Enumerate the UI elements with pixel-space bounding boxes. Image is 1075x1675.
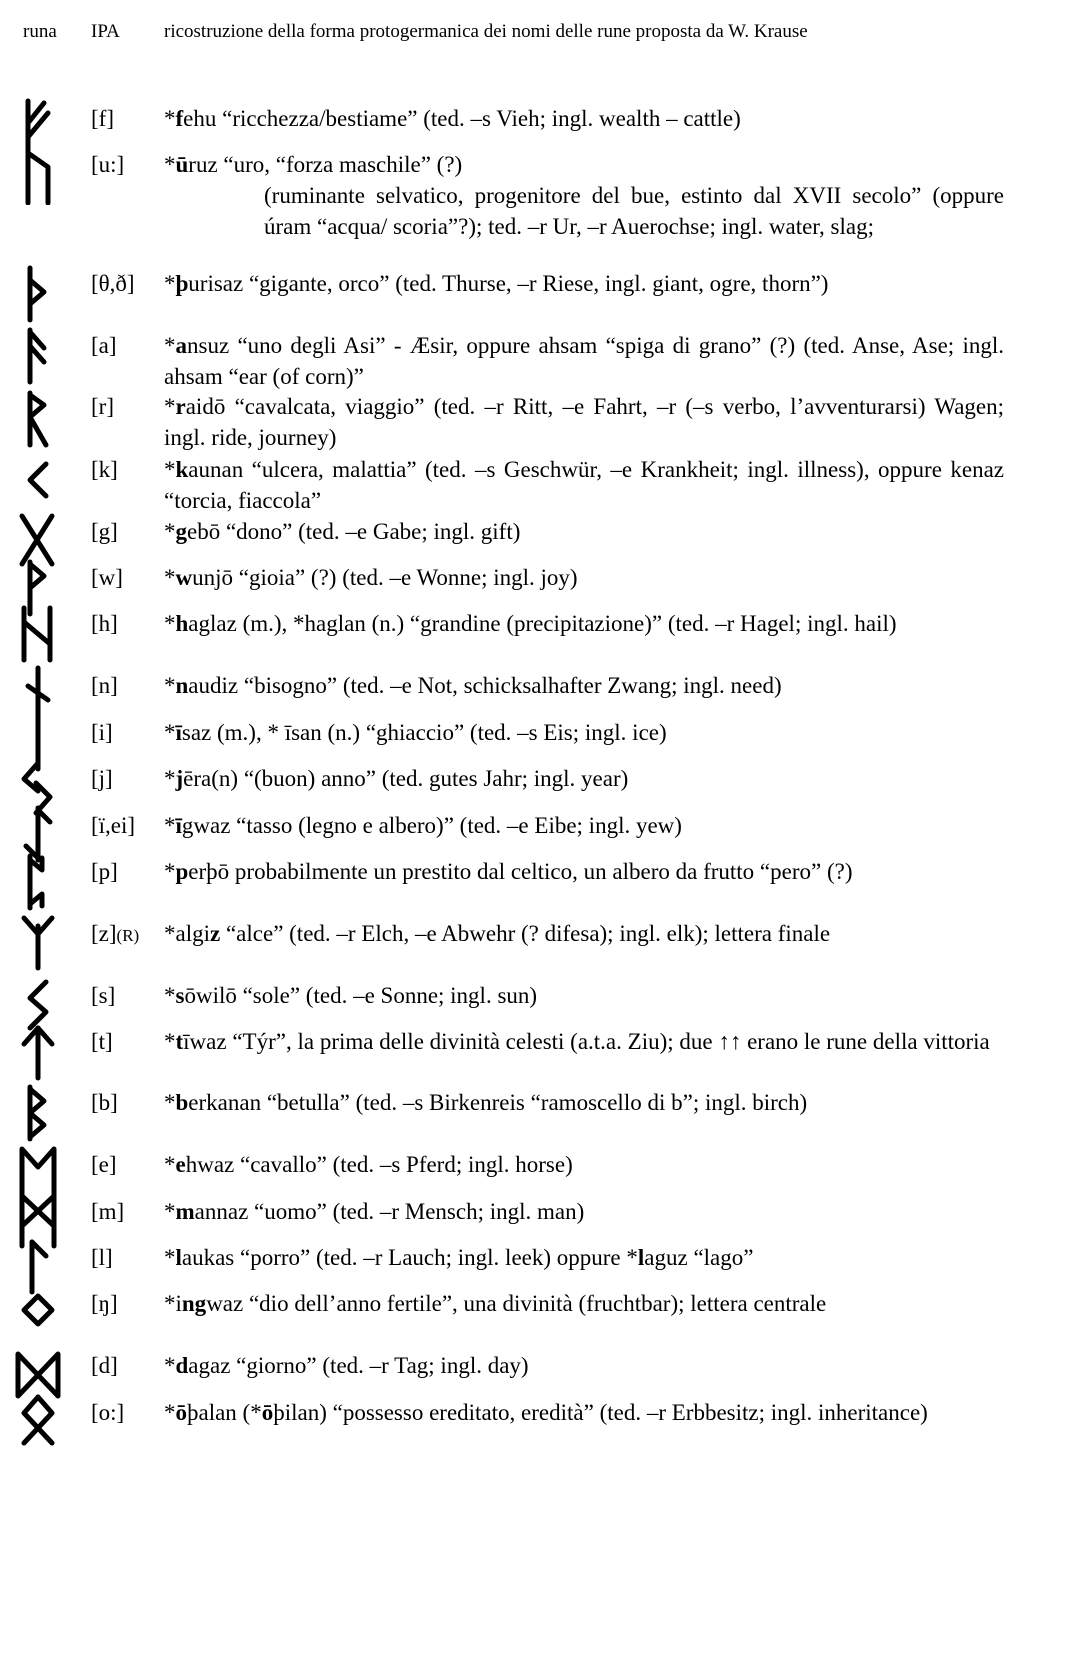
perthro-rune-icon	[8, 852, 68, 912]
kaunan-rune-icon	[8, 450, 68, 510]
rune-description: *ansuz “uno degli Asi” - Æsir, oppure ahsam “spiga di grano” (?) (ted. Anse, Ase; ingl. ahsam “ear (of corn)”	[164, 333, 1004, 389]
rune-ipa: [m]	[91, 1199, 125, 1224]
rune-ipa: [g]	[91, 519, 118, 544]
othala-rune-icon	[8, 1391, 68, 1451]
rune-description: *perþō probabilmente un prestito dal celtico, un albero da frutto “pero” (?)	[164, 859, 853, 884]
rune-description: *ōþalan (*ōþilan) “possesso ereditato, eredità” (ted. –r Erbbesitz; ingl. inheritance)	[164, 1400, 928, 1425]
rune-description: *wunjō “gioia” (?) (ted. –e Wonne; ingl. joy)	[164, 565, 578, 590]
rune-ipa: [p]	[91, 859, 118, 884]
haglaz-rune-icon	[8, 604, 68, 664]
rune-ipa: [t]	[91, 1029, 113, 1054]
rune-ipa: [z](R)	[91, 921, 140, 946]
rune-description: *algiz “alce” (ted. –r Elch, –e Abwehr (? difesa); ingl. elk); lettera finale	[164, 921, 831, 946]
algiz-rune-icon	[8, 912, 68, 972]
rune-description: *berkanan “betulla” (ted. –s Birkenreis “ramoscello di b”; ingl. birch)	[164, 1090, 808, 1115]
rune-description: *īsaz (m.), * īsan (n.) “ghiaccio” (ted. –s Eis; ingl. ice)	[164, 720, 667, 745]
rune-description: *dagaz “giorno” (ted. –r Tag; ingl. day)	[164, 1353, 529, 1378]
table-header	[0, 16, 1075, 86]
berkanan-rune-icon	[8, 1083, 68, 1143]
rune-description: *jēra(n) “(buon) anno” (ted. gutes Jahr; ingl. year)	[164, 766, 629, 791]
rune-description: *naudiz “bisogno” (ted. –e Not, schicksalhafter Zwang; ingl. need)	[164, 673, 782, 698]
header-description: ricostruzione della forma protogermanica dei nomi delle rune proposta da W. Krause	[164, 21, 808, 42]
rune-ipa: [b]	[91, 1090, 118, 1115]
rune-ipa: [s]	[91, 983, 116, 1008]
rune-ipa: [u:]	[91, 152, 125, 177]
rune-description: *tīwaz “Týr”, la prima delle divinità celesti (a.t.a. Ziu); due ↑↑ erano le rune della vittoria	[164, 1029, 990, 1054]
rune-ipa: [θ,ð]	[91, 271, 135, 296]
ingwaz-rune-icon	[8, 1284, 68, 1344]
rune-description: *haglaz (m.), *haglan (n.) “grandine (precipitazione)” (ted. –r Hagel; ingl. hail)	[164, 611, 897, 636]
rune-ipa: [i]	[91, 720, 113, 745]
rune-description: *raidō “cavalcata, viaggio” (ted. –r Ritt, –e Fahrt, –r (–s verbo, l’avventurarsi) Wagen; ingl. ride, journey)	[164, 394, 1004, 450]
ansuz-rune-icon	[8, 326, 68, 386]
header-runa: runa	[23, 21, 57, 42]
rune-description: *fehu “ricchezza/bestiame” (ted. –s Vieh; ingl. wealth – cattle)	[164, 106, 741, 131]
rune-description: *īgwaz “tasso (legno e albero)” (ted. –e Eibe; ingl. yew)	[164, 813, 682, 838]
rune-description: *gebō “dono” (ted. –e Gabe; ingl. gift)	[164, 519, 521, 544]
rune-ipa: [ï,ei]	[91, 813, 136, 838]
rune-ipa: [n]	[91, 673, 118, 698]
tiwaz-rune-icon	[8, 1022, 68, 1082]
rune-ipa: [r]	[91, 394, 114, 419]
rune-description: *sōwilō “sole” (ted. –e Sonne; ingl. sun)	[164, 983, 538, 1008]
thurisaz-rune-icon	[8, 264, 68, 324]
rune-ipa: [h]	[91, 611, 118, 636]
rune-ipa: [f]	[91, 106, 114, 131]
rune-description: *mannaz “uomo” (ted. –r Mensch; ingl. man)	[164, 1199, 585, 1224]
rune-ipa: [k]	[91, 457, 118, 482]
rune-ipa: [e]	[91, 1152, 117, 1177]
rune-description: *ūruz “uro, “forza maschile” (?) (ruminante selvatico, progenitore del bue, estinto dal XVII secolo” (oppure úram “acqua/ scoria”?); ted. –r Ur, –r Auerochse; ingl. water, slag;	[164, 152, 1004, 239]
rune-ipa: [l]	[91, 1245, 113, 1270]
rune-description: *laukas “porro” (ted. –r Lauch; ingl. leek) oppure *laguz “lago”	[164, 1245, 754, 1270]
rune-description: *ehwaz “cavallo” (ted. –s Pferd; ingl. horse)	[164, 1152, 573, 1177]
rune-description: *ingwaz “dio dell’anno fertile”, una divinità (fruchtbar); lettera centrale	[164, 1291, 827, 1316]
rune-description: *kaunan “ulcera, malattia” (ted. –s Geschwür, –e Krankheit; ingl. illness), oppure kenaz “torcia, fiaccola”	[164, 457, 1004, 513]
uruz-rune-icon	[8, 145, 68, 205]
rune-ipa: [ŋ]	[91, 1291, 118, 1316]
raido-rune-icon	[8, 389, 68, 449]
rune-ipa: [a]	[91, 333, 117, 358]
rune-ipa: [j]	[91, 766, 113, 791]
rune-ipa: [d]	[91, 1353, 118, 1378]
rune-description: *þurisaz “gigante, orco” (ted. Thurse, –r Riese, ingl. giant, ogre, thorn”)	[164, 271, 829, 296]
header-ipa: IPA	[91, 21, 120, 42]
rune-ipa: [w]	[91, 565, 123, 590]
rune-ipa: [o:]	[91, 1400, 125, 1425]
